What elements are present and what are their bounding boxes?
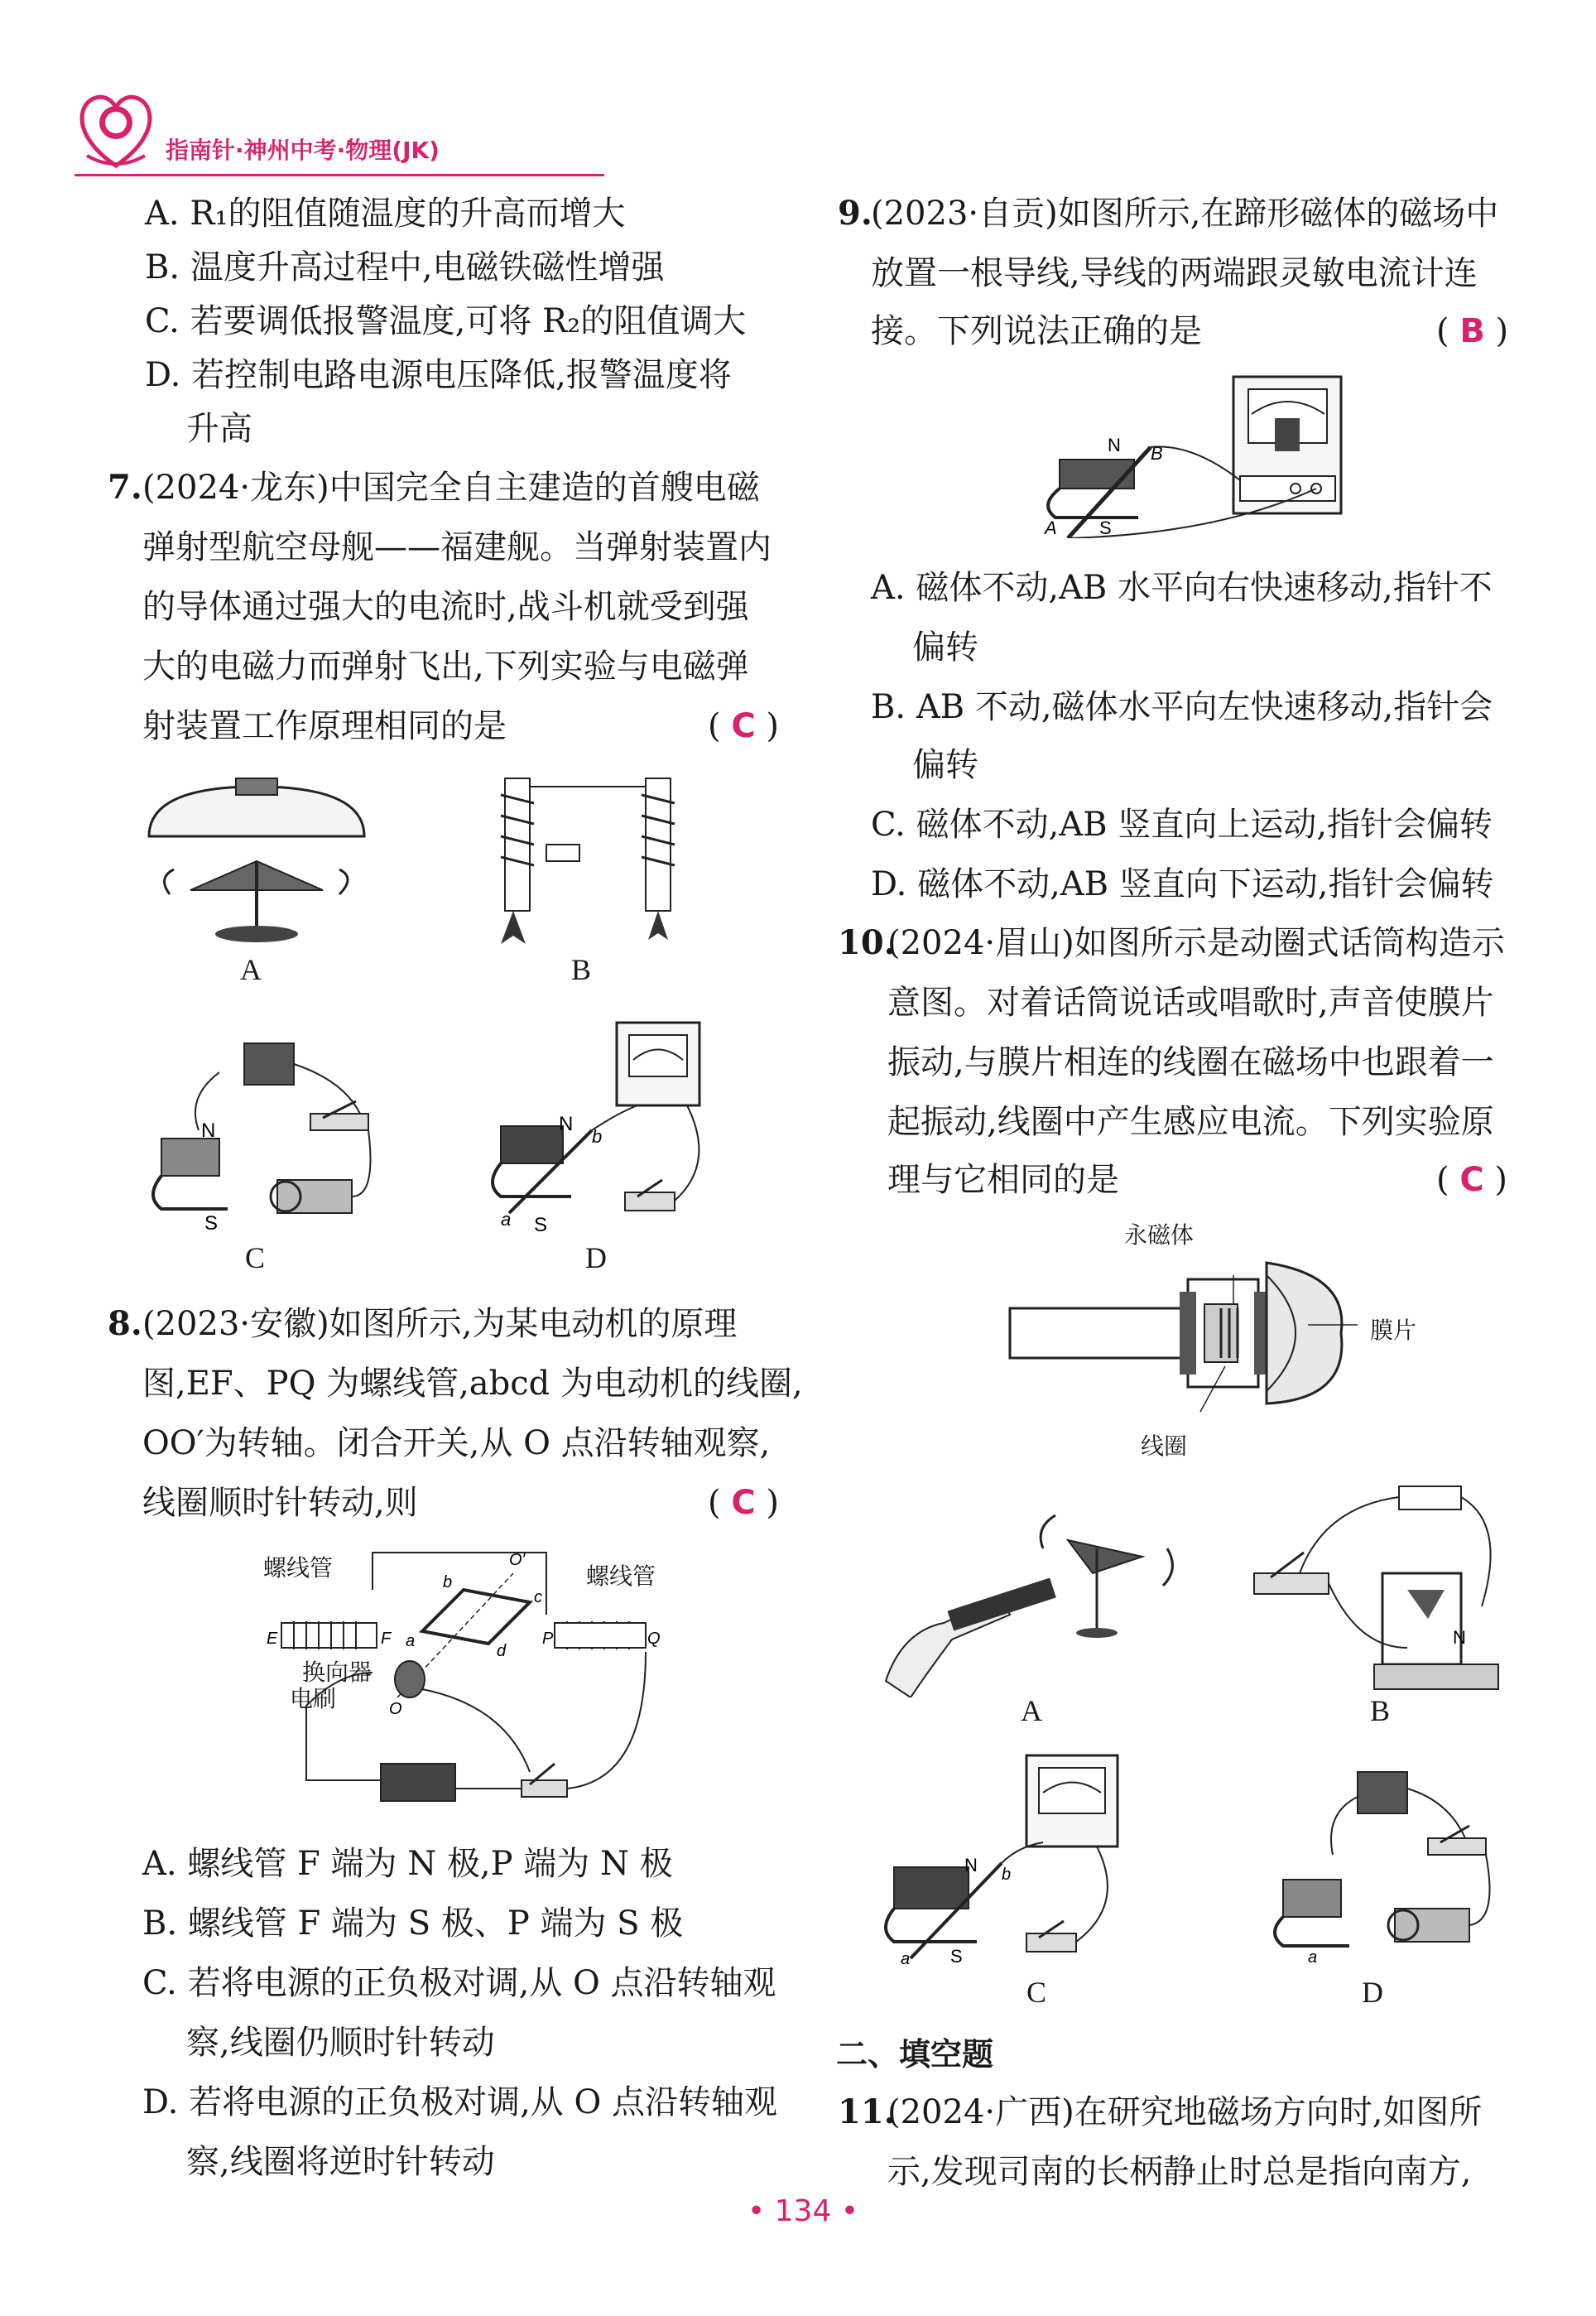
q7-line-1: (2024·龙东)中国完全自主建造的首艘电磁 — [142, 469, 760, 507]
q9-option-a-cont: 偏转 — [912, 628, 978, 667]
svg-text:S: S — [204, 1212, 219, 1235]
q7-fig-label-a: A — [240, 953, 262, 986]
q10-fig-label-d: D — [1362, 1976, 1383, 2009]
q10-answer: ( C ) — [1436, 1161, 1508, 1199]
q8-label-solenoid-left: 螺线管 — [263, 1555, 334, 1581]
q7-fig-label-b: B — [571, 953, 592, 986]
q9-figure — [1035, 368, 1349, 538]
q8-number: 8. — [108, 1304, 142, 1343]
logo-icon — [75, 83, 157, 174]
q11-number: 11. — [838, 2092, 896, 2131]
q9-line-1: (2023·自贡)如图所示,在蹄形磁体的磁场中 — [871, 195, 1499, 233]
svg-text:O′: O′ — [509, 1551, 526, 1569]
q8-answer-letter: C — [731, 1484, 756, 1522]
svg-text:N: N — [1108, 435, 1121, 455]
svg-text:A: A — [1045, 518, 1057, 538]
page-dot-left: • — [747, 2194, 766, 2228]
svg-text:a: a — [406, 1632, 416, 1650]
q6-option-d: D. 若控制电路电源电压降低,报警温度将 — [145, 356, 732, 394]
header-brand: 指南针·神州中考·物理(JK) — [166, 137, 440, 164]
q7-line-4: 大的电磁力而弹射飞出,下列实验与电磁弹 — [142, 648, 749, 686]
page-number — [745, 2194, 861, 2228]
q10-line-4: 起振动,线圈中产生感应电流。下列实验原 — [887, 1103, 1494, 1141]
q10-line-1: (2024·眉山)如图所示是动圈式话筒构造示 — [887, 924, 1505, 962]
svg-text:B: B — [1151, 443, 1163, 464]
q9-option-b-cont: 偏转 — [912, 746, 978, 784]
q8-answer: ( C ) — [708, 1484, 780, 1522]
q10-label-magnet: 永磁体 — [1124, 1222, 1195, 1248]
q11-line-2: 示,发现司南的长柄静止时总是指向南方, — [887, 2153, 1472, 2191]
q7-line-5: 射装置工作原理相同的是 — [142, 707, 507, 745]
q10-figure-a — [877, 1490, 1192, 1697]
q10-fig-label-b: B — [1370, 1694, 1391, 1727]
q9-line-2: 放置一根导线,导线的两端跟灵敏电流计连 — [871, 254, 1478, 292]
q10-microphone-figure — [993, 1242, 1358, 1432]
svg-text:b: b — [443, 1573, 453, 1591]
q7-fig-label-d: D — [585, 1241, 607, 1274]
svg-text:N: N — [1453, 1627, 1466, 1648]
q8-line-3: OO′为转轴。闭合开关,从 O 点沿转轴观察, — [142, 1424, 771, 1462]
q10-fig-label-a: A — [1021, 1694, 1042, 1727]
q8-line-1: (2023·安徽)如图所示,为某电动机的原理 — [142, 1305, 738, 1343]
svg-text:b: b — [1002, 1866, 1012, 1884]
q10-number: 10. — [838, 923, 896, 962]
q10-line-5: 理与它相同的是 — [887, 1161, 1119, 1199]
q10-figure-d — [1250, 1755, 1515, 1971]
q9-number: 9. — [838, 194, 873, 233]
svg-text:c: c — [534, 1588, 542, 1606]
svg-text:a: a — [1308, 1948, 1318, 1967]
svg-text:P: P — [542, 1630, 554, 1648]
section-fill-in-title: 二、填空题 — [836, 2036, 994, 2073]
q9-answer-letter: B — [1459, 312, 1485, 350]
q10-figure-b — [1242, 1474, 1523, 1697]
page-number-text: 134 — [774, 2194, 832, 2228]
q7-line-2: 弹射型航空母舰——福建舰。当弹射装置内 — [142, 528, 772, 566]
q7-figure-c — [137, 1031, 393, 1242]
q7-figure-d — [476, 1014, 724, 1238]
svg-text:N: N — [559, 1113, 574, 1135]
svg-text:N: N — [964, 1855, 978, 1875]
q10-figure-c — [877, 1747, 1192, 1971]
q10-fig-label-c: C — [1026, 1976, 1047, 2009]
svg-text:N: N — [201, 1119, 216, 1142]
q7-answer-letter: C — [731, 707, 756, 745]
svg-text:b: b — [592, 1126, 603, 1147]
q7-figure-b — [488, 770, 687, 952]
svg-text:S: S — [950, 1946, 963, 1967]
q7-number: 7. — [108, 468, 142, 507]
q8-option-d-cont: 察,线圈将逆时针转动 — [186, 2143, 495, 2181]
q9-option-a: A. 磁体不动,AB 水平向右快速移动,指针不 — [871, 569, 1493, 607]
svg-text:Q: Q — [647, 1630, 661, 1648]
q9-option-c: C. 磁体不动,AB 竖直向上运动,指针会偏转 — [871, 806, 1493, 844]
q10-label-diaphragm: 膜片 — [1370, 1317, 1417, 1343]
svg-text:O: O — [389, 1700, 402, 1718]
q7-line-3: 的导体通过强大的电流时,战斗机就受到强 — [142, 588, 749, 626]
q10-answer-letter: C — [1459, 1161, 1484, 1199]
q6-option-c: C. 若要调低报警温度,可将 R₂的阻值调大 — [145, 302, 747, 340]
svg-text:F: F — [381, 1630, 392, 1648]
q6-option-d-cont: 升高 — [186, 410, 252, 448]
q8-label-commutator: 换向器 — [302, 1659, 373, 1685]
q7-fig-label-c: C — [245, 1241, 266, 1274]
svg-text:S: S — [1099, 518, 1112, 538]
q9-option-d: D. 磁体不动,AB 竖直向下运动,指针会偏转 — [871, 865, 1494, 903]
q8-option-d: D. 若将电源的正负极对调,从 O 点沿转轴观 — [142, 2083, 778, 2121]
q8-label-solenoid-right: 螺线管 — [586, 1563, 656, 1589]
q7-figure-a — [141, 770, 373, 952]
svg-text:S: S — [534, 1214, 548, 1236]
q8-option-c: C. 若将电源的正负极对调,从 O 点沿转轴观 — [142, 1964, 776, 2002]
q8-option-a: A. 螺线管 F 端为 N 极,P 端为 N 极 — [142, 1845, 673, 1883]
q8-line-4: 线圈顺时针转动,则 — [142, 1484, 418, 1522]
q7-answer: ( C ) — [708, 707, 780, 745]
svg-text:a: a — [901, 1950, 911, 1968]
header-rule — [75, 174, 604, 176]
svg-text:E: E — [267, 1630, 278, 1648]
q9-answer: ( B ) — [1436, 312, 1509, 350]
q11-line-1: (2024·广西)在研究地磁场方向时,如图所 — [887, 2093, 1483, 2131]
q6-option-b: B. 温度升高过程中,电磁铁磁性增强 — [145, 248, 665, 286]
svg-text:d: d — [497, 1642, 507, 1660]
q10-line-2: 意图。对着话筒说话或唱歌时,声音使膜片 — [887, 984, 1494, 1022]
q8-option-c-cont: 察,线圈仍顺时针转动 — [186, 2024, 495, 2062]
q9-option-b: B. AB 不动,磁体水平向左快速移动,指针会 — [871, 688, 1493, 726]
q10-label-coil: 线圈 — [1141, 1433, 1188, 1459]
q6-option-a: A. R₁的阻值随温度的升高而增大 — [145, 195, 626, 233]
page-dot-right: • — [840, 2194, 859, 2228]
q8-line-2: 图,EF、PQ 为螺线管,abcd 为电动机的线圈, — [142, 1365, 803, 1403]
header — [66, 75, 646, 182]
q8-option-b: B. 螺线管 F 端为 S 极、P 端为 S 极 — [142, 1904, 684, 1943]
q10-line-3: 振动,与膜片相连的线圈在磁场中也跟着一 — [887, 1043, 1494, 1081]
svg-text:a: a — [501, 1209, 512, 1230]
q9-line-3: 接。下列说法正确的是 — [871, 312, 1202, 350]
q8-label-brush: 电刷 — [290, 1686, 337, 1712]
